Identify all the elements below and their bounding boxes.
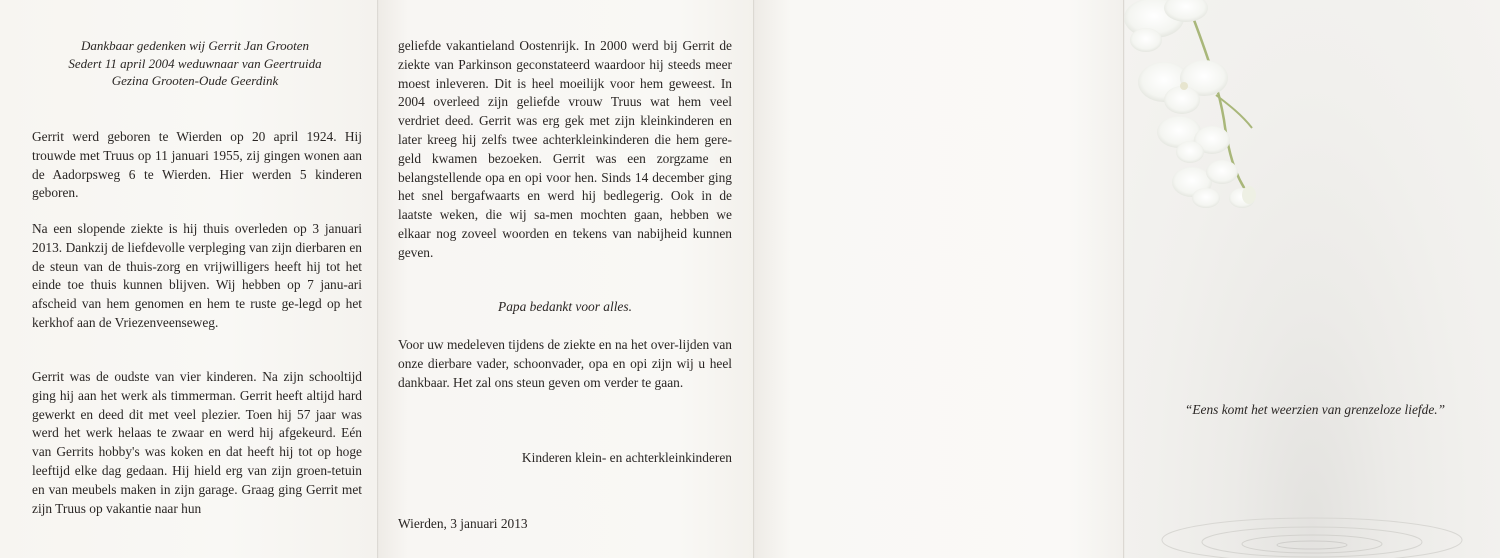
orchid-bloom	[1172, 160, 1238, 208]
paragraph-gratitude: Voor uw medeleven tijdens de ziekte en na het over-lijden van onze dierbare vader, schoonvader, opa en opi zijn wij u heel dankbaar. Het zal ons steun geven om verder te gaan.	[398, 337, 732, 390]
closing-quote: “Eens komt het weerzien van grenzeloze liefde.”	[1184, 402, 1446, 417]
family-signature: Kinderen klein- en achterkleinkinderen	[521, 450, 732, 465]
water-ripple-image	[1124, 470, 1500, 558]
place-date: Wierden, 3 januari 2013	[398, 516, 528, 531]
paragraph-life: Gerrit was de oudste van vier kinderen. Na zijn schooltijd ging hij aan het werk als timmerman. Gerrit heeft altijd hard gewerkt en deed dit met veel plezier. Toen hij 57 jaar was werd het werk helaas te zwaar en werd hij afgekeurd. Eén van Gerrits hobby's was koken en dat heeft hij tot op hoge leeftijd elke dag gedaan. Hij hield erg van zijn groen-tetuin en van meubels maken in zijn garage. Graag ging Gerrit met zijn Truus op vakantie naar hun	[32, 369, 362, 516]
thanks-line: Papa bedankt voor alles.	[498, 299, 632, 314]
fold-line	[753, 0, 755, 558]
paragraph-passing: Na een slopende ziekte is hij thuis overleden op 3 januari 2013. Dankzij de liefdevolle verpleging van zijn dierbaren en de steun van de thuis-zorg en vrijwilligers heeft hij tot het einde toe thuis kunnen blijven. Wij hebben op 7 janu-ari afscheid van hem genomen en hem te ruste ge-legd op het kerkhof aan de Vriezenveenseweg.	[32, 221, 362, 330]
header-line: Dankbaar gedenken wij Gerrit Jan Grooten	[80, 38, 310, 53]
paragraph-later-life: geliefde vakantieland Oostenrijk. In 2000 werd bij Gerrit de ziekte van Parkinson geconstateerd waardoor hij steeds meer moest inleveren. Dit is heel moeilijk voor hem geweest. In 2004 overleed zijn geliefde vrouw Truus wat hem veel verdriet deed. Gerrit was erg gek met zijn kleinkinderen en later kreeg hij zelfs twee achterkleinkinderen die hem gere-geld kwamen bezoeken. Gerrit was een zorgzame en belangstellende opa en opi voor hen. Sinds 14 december ging het snel bergafwaarts en werd hij bedlegerig. Ook in de laatste weken, die wij sa-men mochten gaan, hebben we elkaar nog zoveel woorden en tekens van nabijheid kunnen geven.	[398, 38, 732, 260]
memorial-header	[40, 37, 350, 90]
orchid-flowers-image	[1124, 0, 1324, 230]
blank-panel	[754, 0, 1124, 558]
fold-line	[377, 0, 379, 558]
header-line: Gezina Grooten-Oude Geerdink	[111, 73, 279, 88]
orchid-bloom	[1138, 60, 1228, 114]
paragraph-birth: Gerrit werd geboren te Wierden op 20 april 1924. Hij trouwde met Truus op 11 januari 1955, zij gingen wonen aan de Aadorpsweg 6 te Wierden. Hier werden 5 kinderen geboren.	[32, 129, 362, 201]
header-line: Sedert 11 april 2004 weduwnaar van Geertruida	[68, 55, 322, 71]
orchid-bloom	[1157, 116, 1230, 163]
